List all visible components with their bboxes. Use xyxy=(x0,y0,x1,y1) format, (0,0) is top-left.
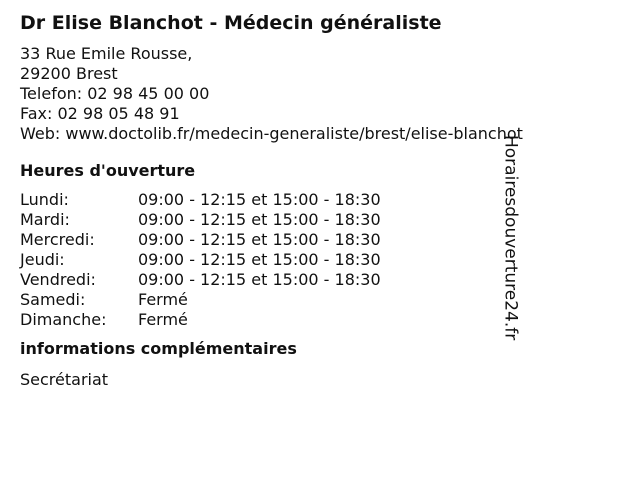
address-city: 29200 Brest xyxy=(20,64,118,83)
opening-hours-heading: Heures d'ouverture xyxy=(20,161,196,180)
day-label: Mercredi: xyxy=(20,230,95,249)
website-link[interactable]: Web: www.doctolib.fr/medecin-generaliste/brest/elise-blanchot xyxy=(20,124,523,143)
day-hours: 09:00 - 12:15 et 15:00 - 18:30 xyxy=(138,190,381,209)
address-street: 33 Rue Emile Rousse, xyxy=(20,44,193,63)
additional-info-heading: informations complémentaires xyxy=(20,339,297,358)
day-label: Mardi: xyxy=(20,210,70,229)
phone-number: Telefon: 02 98 45 00 00 xyxy=(20,84,210,103)
day-label: Vendredi: xyxy=(20,270,96,289)
day-hours: 09:00 - 12:15 et 15:00 - 18:30 xyxy=(138,230,381,249)
day-hours: Fermé xyxy=(138,310,188,329)
additional-info-text: Secrétariat xyxy=(20,370,109,389)
day-hours: 09:00 - 12:15 et 15:00 - 18:30 xyxy=(138,270,381,289)
page-title: Dr Elise Blanchot - Médecin généraliste xyxy=(20,12,442,34)
day-hours: 09:00 - 12:15 et 15:00 - 18:30 xyxy=(138,250,381,269)
fax-number: Fax: 02 98 05 48 91 xyxy=(20,104,180,123)
day-hours: 09:00 - 12:15 et 15:00 - 18:30 xyxy=(138,210,381,229)
day-hours: Fermé xyxy=(138,290,188,309)
day-label: Samedi: xyxy=(20,290,86,309)
day-label: Lundi: xyxy=(20,190,69,209)
day-label: Jeudi: xyxy=(20,250,65,269)
site-watermark: Horairesdouverture24.fr xyxy=(500,135,521,341)
day-label: Dimanche: xyxy=(20,310,107,329)
